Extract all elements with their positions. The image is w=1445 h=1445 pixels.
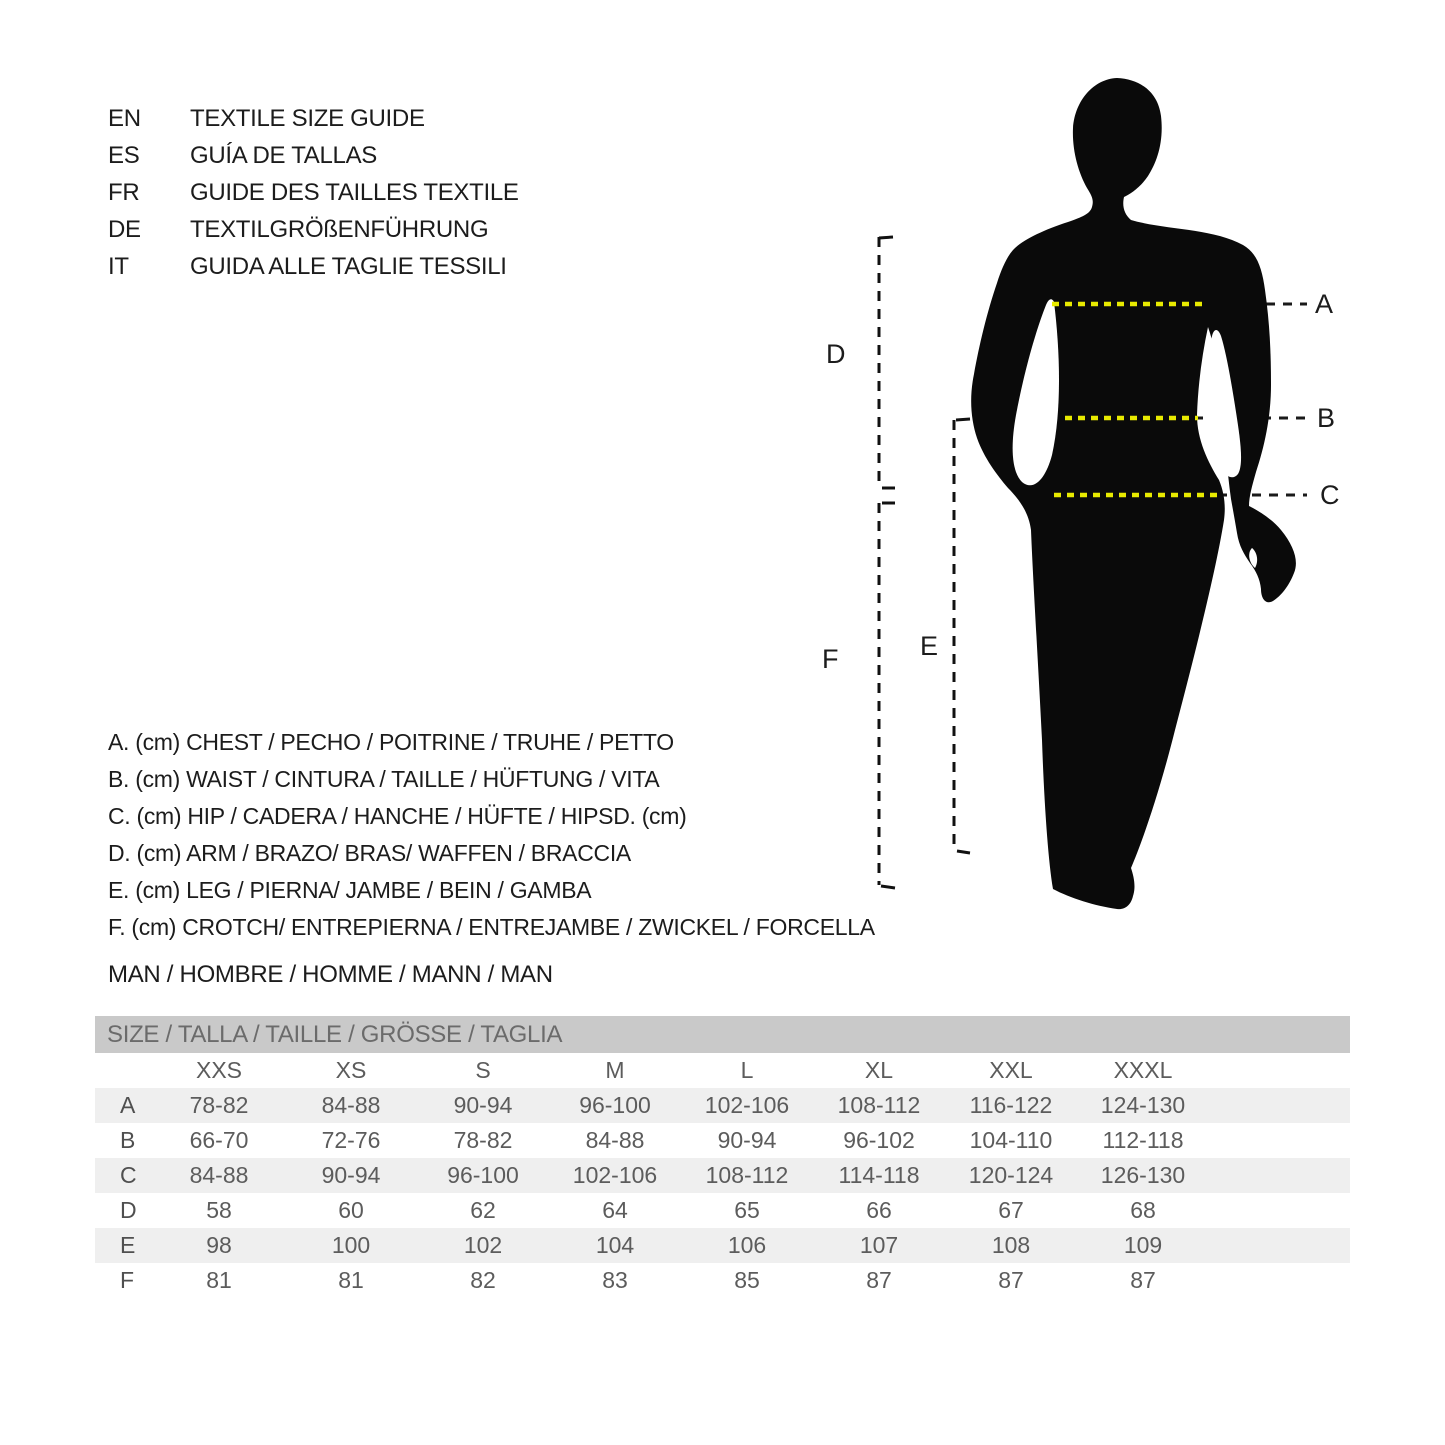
category-line: MAN / HOMBRE / HOMME / MANN / MAN <box>108 961 553 988</box>
size-header-row <box>95 1053 1350 1088</box>
table-cell: 81 <box>206 1267 232 1293</box>
crotch-measure-tick-bottom <box>881 886 895 888</box>
row-label: E <box>120 1232 136 1258</box>
table-row-b <box>95 1123 1350 1158</box>
table-cell: 104 <box>595 1232 635 1258</box>
language-row-de <box>108 211 519 248</box>
figure-label-e: E <box>920 631 939 661</box>
language-row-es <box>108 137 519 174</box>
language-code: DE <box>108 215 141 243</box>
legend-line-b: B. (cm) WAIST / CINTURA / TAILLE / HÜFTUNG / VITA <box>108 766 660 792</box>
figure-label-a: A <box>1315 289 1334 319</box>
language-title: GUÍA DE TALLAS <box>190 141 377 169</box>
table-cell: 98 <box>206 1232 232 1258</box>
table-cell: 124-130 <box>1100 1092 1186 1118</box>
table-cell: 66-70 <box>189 1127 249 1153</box>
table-cell: 78-82 <box>453 1127 513 1153</box>
table-cell: 120-124 <box>968 1162 1054 1188</box>
size-table-title-bar: SIZE / TALLA / TAILLE / GRÖSSE / TAGLIA <box>95 1016 1350 1053</box>
measurement-legend <box>108 724 875 946</box>
table-cell: 112-118 <box>1102 1127 1184 1153</box>
table-cell: 90-94 <box>453 1092 513 1118</box>
table-cell: 85 <box>734 1267 760 1293</box>
table-cell: 58 <box>206 1197 232 1223</box>
legend-line-c: C. (cm) HIP / CADERA / HANCHE / HÜFTE / HIPSD. (cm) <box>108 803 687 829</box>
table-cell: 108-112 <box>705 1162 789 1188</box>
table-cell: 62 <box>470 1197 496 1223</box>
table-row-e <box>95 1228 1350 1263</box>
table-cell: 96-100 <box>579 1092 651 1118</box>
legend-line-f: F. (cm) CROTCH/ ENTREPIERNA / ENTREJAMBE / ZWICKEL / FORCELLA <box>108 914 875 940</box>
language-row-fr <box>108 174 519 211</box>
language-title: GUIDE DES TAILLES TEXTILE <box>190 178 519 206</box>
table-cell: 108-112 <box>837 1092 921 1118</box>
column-header-xxxl: XXXL <box>1113 1057 1173 1083</box>
column-header-xxl: XXL <box>989 1057 1033 1083</box>
table-cell: 108 <box>991 1232 1031 1258</box>
legend-line-e: E. (cm) LEG / PIERNA/ JAMBE / BEIN / GAMBA <box>108 877 592 903</box>
language-row-en <box>108 100 519 137</box>
table-cell: 96-100 <box>447 1162 519 1188</box>
table-cell: 67 <box>998 1197 1024 1223</box>
table-cell: 102-106 <box>704 1092 790 1118</box>
row-label: C <box>120 1162 137 1188</box>
table-cell: 96-102 <box>843 1127 915 1153</box>
figure-label-b: B <box>1317 403 1336 433</box>
table-cell: 84-88 <box>321 1092 381 1118</box>
table-cell: 83 <box>602 1267 628 1293</box>
table-cell: 72-76 <box>321 1127 381 1153</box>
table-cell: 100 <box>331 1232 371 1258</box>
table-cell: 82 <box>470 1267 496 1293</box>
table-cell: 65 <box>734 1197 760 1223</box>
figure-label-f: F <box>822 644 839 674</box>
table-row-f <box>95 1263 1350 1298</box>
row-label: B <box>120 1127 136 1153</box>
table-cell: 114-118 <box>838 1162 920 1188</box>
table-cell: 102 <box>463 1232 503 1258</box>
table-row-c <box>95 1158 1350 1193</box>
table-row-a <box>95 1088 1350 1123</box>
language-row-it <box>108 248 519 285</box>
figure-label-d: D <box>826 339 846 369</box>
table-cell: 84-88 <box>189 1162 249 1188</box>
legend-line-d: D. (cm) ARM / BRAZO/ BRAS/ WAFFEN / BRACCIA <box>108 840 631 866</box>
table-cell: 116-122 <box>969 1092 1053 1118</box>
table-cell: 78-82 <box>189 1092 249 1118</box>
language-title: TEXTILGRÖßENFÜHRUNG <box>190 215 489 243</box>
language-code: FR <box>108 178 140 206</box>
column-header-m: M <box>605 1057 625 1083</box>
language-code: EN <box>108 104 141 132</box>
table-cell: 90-94 <box>717 1127 777 1153</box>
row-label: A <box>120 1092 136 1118</box>
figure-label-c: C <box>1320 480 1340 510</box>
table-cell: 60 <box>338 1197 364 1223</box>
table-cell: 68 <box>1130 1197 1156 1223</box>
row-label: F <box>120 1267 135 1293</box>
table-cell: 64 <box>602 1197 628 1223</box>
table-cell: 87 <box>1130 1267 1156 1293</box>
language-title: TEXTILE SIZE GUIDE <box>190 104 425 132</box>
table-cell: 102-106 <box>572 1162 658 1188</box>
table-cell: 107 <box>859 1232 899 1258</box>
column-header-xxs: XXS <box>195 1057 243 1083</box>
table-cell: 104-110 <box>969 1127 1053 1153</box>
leg-measure-tick-top <box>956 419 970 420</box>
table-cell: 126-130 <box>1100 1162 1186 1188</box>
table-cell: 81 <box>338 1267 364 1293</box>
column-header-xs: XS <box>335 1057 367 1083</box>
column-header-s: S <box>475 1057 491 1083</box>
table-cell: 84-88 <box>585 1127 645 1153</box>
language-code: IT <box>108 252 129 280</box>
column-header-l: L <box>740 1057 754 1083</box>
table-cell: 87 <box>866 1267 892 1293</box>
size-table <box>95 1016 1350 1298</box>
table-cell: 66 <box>866 1197 892 1223</box>
table-cell: 109 <box>1123 1232 1163 1258</box>
table-row-d <box>95 1193 1350 1228</box>
arm-measure-tick-top <box>879 237 893 238</box>
language-code: ES <box>108 141 140 169</box>
legend-line-a: A. (cm) CHEST / PECHO / POITRINE / TRUHE / PETTO <box>108 729 674 755</box>
language-title: GUIDA ALLE TAGLIE TESSILI <box>190 252 507 280</box>
table-cell: 87 <box>998 1267 1024 1293</box>
man-silhouette-diagram <box>820 70 1345 940</box>
table-cell: 90-94 <box>321 1162 381 1188</box>
column-header-xl: XL <box>864 1057 894 1083</box>
language-heading-list <box>108 100 519 285</box>
table-cell: 106 <box>727 1232 767 1258</box>
row-label: D <box>120 1197 137 1223</box>
leg-measure-tick-bottom <box>957 851 970 853</box>
